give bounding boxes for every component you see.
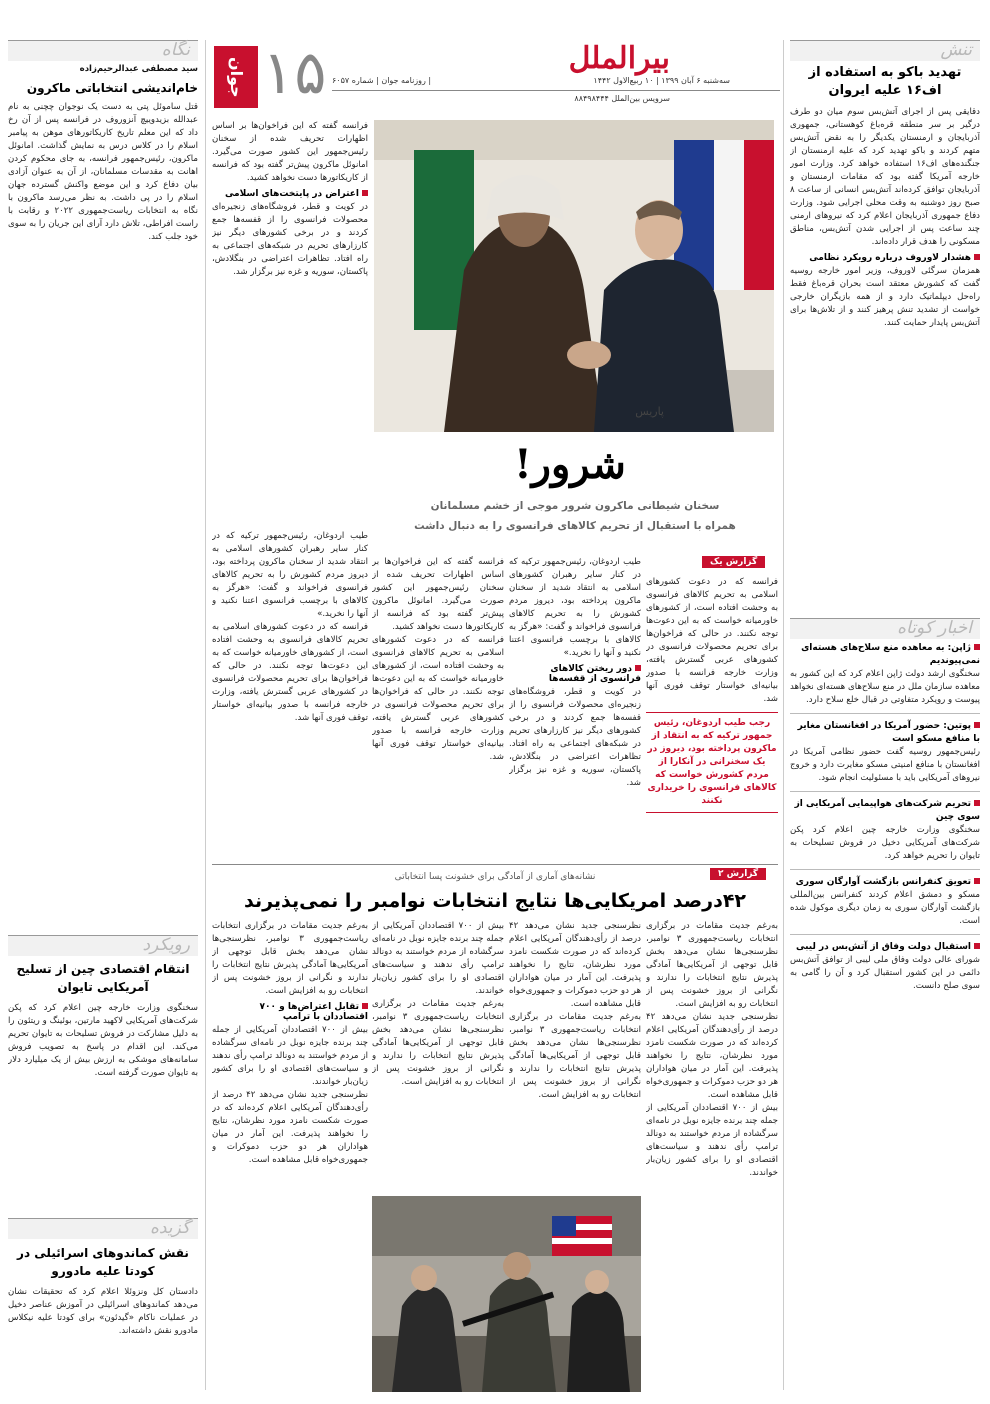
main-photo <box>374 120 774 432</box>
article-body: دقایقی پس از اجرای آتش‌بس سوم میان دو طرف درگیر بر سر منطقه قره‌باغ کوهستانی، جمهوری آذربایجان و ارمنستان یکدیگر را به نقض آتش‌بس متهم کردند و باکو تهدید کرد که علیه ارمنستان از جنگنده‌های اف۱۶ استفاده خواهد کرد. وزارت امور خارجه آمریکا گفته بود که مقامات ارمنستان و آذربایجان توافق کرده‌اند آتش‌بس انسانی از ساعت ۸ صبح روز دوشنبه به وقت محلی اجرایی شود. وزارت دفاع جمهوری آذربایجان اعلام کرد که نیروهای ارمنی چند ساعت پس از اجرایی شدن آتش‌بس، مناطق مسکونی را هدف قرار داده‌اند. <box>790 107 980 247</box>
report-tag: گزارش یک <box>702 556 765 568</box>
section-header-tension <box>790 40 980 61</box>
left-column-article <box>8 62 198 932</box>
page-number: ۱۵ <box>262 38 327 108</box>
story-body: به‌رغم جدیت مقامات در برگزاری انتخابات ریاست‌جمهوری ۳ نوامبر، نظرسنجی‌ها نشان می‌دهد بخش قابل توجهی از آمریکایی‌ها آمادگی پذیرش نتایج انتخابات را ندارند و نگرانی از بروز خشونت پس از انتخابات رو به افزایش است. <box>509 1012 641 1100</box>
masthead <box>200 38 780 110</box>
main-headline: شرور! <box>514 441 626 488</box>
story-body: به‌رغم جدیت مقامات در برگزاری انتخابات ریاست‌جمهوری ۳ نوامبر، نظرسنجی‌ها نشان می‌دهد بخش قابل توجهی از آمریکایی‌ها آمادگی پذیرش نتایج انتخابات را ندارند و نگرانی از بروز خشونت پس از انتخابات رو به افزایش است. <box>212 921 368 996</box>
brief-text: رئیس‌جمهور روسیه گفت حضور نظامی آمریکا در افغانستان با منافع امنیتی مسکو مغایرت دارد و خروج نیروهای آمریکایی باید با مسئولیت انجام شود. <box>790 747 980 783</box>
story-body: فرانسه گفته که این فراخوان‌ها بر اساس اظهارات تحریف شده از سخنان رئیس‌جمهور این کشور صورت می‌گیرد. امانوئل ماکرون پیش‌تر گفته بود که فرانسه از کاریکاتورها دست نخواهد کشید. <box>372 557 504 632</box>
brief-title-text: تعویق کنفرانس بازگشت آوارگان سوری <box>795 877 971 887</box>
story-body: نظرسنجی جدید نشان می‌دهد ۴۲ درصد از رأی‌دهندگان آمریکایی اعلام کرده‌اند که در صورت شکست نامزد مورد نظرشان، نتایج را نخواهند پذیرفت. این آمار در میان هواداران هر دو حزب دموکرات و جمهوری‌خواه قابل مشاهده است. <box>212 1090 368 1165</box>
brief-item <box>790 876 980 935</box>
election-col-4 <box>212 920 368 1390</box>
paper-name: بیرالملل <box>568 41 670 76</box>
left-column-article-3 <box>8 1244 198 1394</box>
brief-title <box>790 876 980 889</box>
brief-title <box>790 941 980 954</box>
article-body-2: همزمان سرگئی لاوروف، وزیر امور خارجه روسیه گفت که کشورش معتقد است بحران قره‌باغ فقط راه‌حل دیپلماتیک دارد و از همه بازیگران خارجی خواست از تشدید تنش پرهیز کنند و از تلاش‌ها برای آتش‌بس پایدار حمایت کنند. <box>790 266 980 328</box>
bullet-icon <box>974 943 980 949</box>
author-name: سید مصطفی عبدالرحیم‌زاده <box>79 64 198 74</box>
article-headline: خام‌اندیشی انتخاباتی ماکرون <box>26 81 198 95</box>
section-label: رویکرد <box>142 935 190 955</box>
main-story-col-4 <box>212 530 368 858</box>
story-body: فرانسه گفته که این فراخوان‌ها بر اساس اظهارات تحریف شده از سخنان رئیس‌جمهور این کشور صورت می‌گیرد. امانوئل ماکرون پیش‌تر گفته بود که فرانسه از کاریکاتورها دست نخواهد کشید. <box>212 121 368 183</box>
pull-quote: رجب طیب اردوغان، رئیس جمهور ترکیه که به انتقاد از ماکرون پرداخته بود، دیروز در یک سخنرانی در آنکارا از مردم کشورش خواست که کالاهای فرانسوی را خریداری نکنند <box>646 712 778 813</box>
story-body: فرانسه که در دعوت کشورهای اسلامی به تحریم کالاهای فرانسوی به وحشت افتاده است، از کشورهای خاورمیانه خواست که به این دعوت‌ها توجه نکنند. در حالی که فراخوان‌ها برای تحریم محصولات فرانسوی در کشورهای عربی گسترش یافته، وزارت خارجه فرانسه با صدور بیانیه‌ای خواستار توقف فوری آنها شد. <box>646 577 778 704</box>
leaders-handshake-image <box>374 120 774 432</box>
brief-item <box>790 941 980 993</box>
bullet-icon <box>362 1003 368 1009</box>
story-body: فرانسه که در دعوت کشورهای اسلامی به تحریم کالاهای فرانسوی به وحشت افتاده است، از کشورهای خاورمیانه خواست که به این دعوت‌ها توجه نکنند. در حالی که فراخوان‌ها برای تحریم محصولات فرانسوی در کشورهای عربی گسترش یافته، وزارت خارجه فرانسه با صدور بیانیه‌ای خواستار توقف فوری آنها شد. <box>372 635 504 762</box>
section-header-approach <box>8 935 198 956</box>
story-body: طیب اردوغان، رئیس‌جمهور ترکیه که در کنار سایر رهبران کشورهای اسلامی به انتقاد شدید از سخنان ماکرون پرداخته بود، دیروز مردم کشورش را به تحریم کالاهای فرانسوی فراخواند و گفت: «هرگز به کالاهای با برچسب فرانسوی اعتنا نکنید و آنها را نخرید.» <box>509 557 641 658</box>
bullet-icon <box>974 644 980 650</box>
brief-item <box>790 798 980 870</box>
brief-item <box>790 642 980 714</box>
brief-item <box>790 720 980 792</box>
armed-protesters-image <box>372 1196 641 1392</box>
bullet-icon <box>974 878 980 884</box>
section-header-briefs <box>790 618 980 639</box>
subhead-text: اعتراض در پایتخت‌های اسلامی <box>224 189 359 199</box>
column-divider <box>205 40 206 1390</box>
section-label: گزیده <box>149 1218 190 1238</box>
photo-caption: پاریس <box>635 405 664 418</box>
brief-title-text: تحریم شرکت‌های هواپیمایی آمریکایی از سوی چین <box>794 799 980 822</box>
story-subhead <box>509 664 641 684</box>
masthead-divider <box>332 90 780 91</box>
section-label: اخبار کوتاه <box>897 618 972 638</box>
javan-logo: جوان <box>214 46 258 108</box>
section-label: نگاه <box>161 40 190 60</box>
main-story-col-1 <box>646 576 778 858</box>
article-headline: نقش کماندوهای اسرائیلی در کودتا علیه مادورو <box>17 1246 189 1278</box>
story-kicker: نشانه‌های آماری از آمادگی برای خشونت پسا انتخاباتی <box>394 872 596 882</box>
article-subhead <box>790 253 980 263</box>
brief-title <box>790 642 980 668</box>
story-headline: ۴۲درصد امریکایی‌ها نتایج انتخابات نوامبر را نمی‌پذیرند <box>243 890 747 912</box>
briefs-list <box>790 642 980 1392</box>
column-divider <box>783 40 784 1390</box>
section-phone: سرویس بین‌الملل ۸۸۴۹۸۴۴۴ <box>574 94 670 103</box>
brief-text: شورای عالی دولت وفاق ملی لیبی از توافق آتش‌بس دائمی در این کشور استقبال کرد و آن را گامی به سوی صلح دانست. <box>790 955 980 991</box>
story-body: بیش از ۷۰۰ اقتصاددان آمریکایی از جمله چند برنده جایزه نوبل در نامه‌ای سرگشاده از مردم خواستند به دونالد ترامپ رأی ندهند و سیاست‌های اقتصادی او را برای کشور زیان‌بار خواندند. <box>372 921 504 996</box>
story-body: بیش از ۷۰۰ اقتصاددان آمریکایی از جمله چند برنده جایزه نوبل در نامه‌ای سرگشاده از مردم خواستند به دونالد ترامپ رأی ندهند و سیاست‌های اقتصادی او را برای کشور زیان‌بار خواندند. <box>646 1103 778 1178</box>
subhead-text: دور ریختن کالاهای فرانسوی از قفسه‌ها <box>548 664 641 684</box>
article-headline: انتقام اقتصادی چین از تسلیح آمریکایی تایوان <box>16 962 190 994</box>
left-column-article-2 <box>8 960 198 1215</box>
story-subhead <box>212 189 368 199</box>
brief-text: سخنگوی ارشد دولت ژاپن اعلام کرد که این کشور به معاهده سازمان ملل در منع سلاح‌های هسته‌ای نخواهد پیوست و رویکرد متفاوتی در قبال خلع سلاح دارد. <box>790 669 980 705</box>
bullet-icon <box>974 800 980 806</box>
election-col-2 <box>509 920 641 1190</box>
section-label: تنش <box>940 40 972 60</box>
brief-title <box>790 798 980 824</box>
date-line: سه‌شنبه ۶ آبان ۱۳۹۹ | ۱۰ ربیع‌الاول ۱۴۴۲ <box>593 76 730 85</box>
story-body: به‌رغم جدیت مقامات در برگزاری انتخابات ریاست‌جمهوری ۳ نوامبر، نظرسنجی‌ها نشان می‌دهد بخش قابل توجهی از آمریکایی‌ها آمادگی پذیرش نتایج انتخابات را ندارند و نگرانی از بروز خشونت پس از انتخابات رو به افزایش است. <box>646 921 778 1009</box>
story-body: در کویت و قطر، فروشگاه‌های زنجیره‌ای محصولات فرانسوی را از قفسه‌ها جمع کردند و در برخی کشورهای دیگر نیز کارزارهای تحریم در شبکه‌های اجتماعی به راه افتاد. تظاهرات اعتراضی در بنگلادش، پاکستان، سوریه و غزه نیز برگزار شد. <box>212 202 368 277</box>
main-subtitle-2: همراه با استقبال از تحریم کالاهای فرانسوی را به دنبال داشت <box>414 520 736 532</box>
section-header-view <box>8 40 198 61</box>
brief-text: مسکو و دمشق اعلام کردند کنفرانس بین‌المللی بازگشت آوارگان سوری به زمان دیگری موکول شده است. <box>790 890 980 926</box>
story-body: نظرسنجی جدید نشان می‌دهد ۴۲ درصد از رأی‌دهندگان آمریکایی اعلام کرده‌اند که در صورت شکست نامزد مورد نظرشان، نتایج را نخواهند پذیرفت. این آمار در میان هواداران هر دو حزب دموکرات و جمهوری‌خواه قابل مشاهده است. <box>646 1012 778 1100</box>
bullet-icon <box>362 190 368 196</box>
story-body: در کویت و قطر، فروشگاه‌های زنجیره‌ای محصولات فرانسوی را از قفسه‌ها جمع کردند و در برخی کشورهای دیگر نیز کارزارهای تحریم در شبکه‌های اجتماعی به راه افتاد. تظاهرات اعتراضی در بنگلادش، پاکستان، سوریه و غزه نیز برگزار شد. <box>509 687 641 788</box>
brief-title <box>790 720 980 746</box>
section-divider <box>212 864 778 865</box>
election-col-1 <box>646 920 778 1390</box>
story-body: نظرسنجی جدید نشان می‌دهد ۴۲ درصد از رأی‌دهندگان آمریکایی اعلام کرده‌اند که در صورت شکست نامزد مورد نظرشان، نتایج را نخواهند پذیرفت. این آمار در میان هواداران هر دو حزب دموکرات و جمهوری‌خواه قابل مشاهده است. <box>509 921 641 1009</box>
story-body: بیش از ۷۰۰ اقتصاددان آمریکایی از جمله چند برنده جایزه نوبل در نامه‌ای سرگشاده از مردم خواستند به دونالد ترامپ رأی ندهند و سیاست‌های اقتصادی او را برای کشور زیان‌بار خواندند. <box>212 1025 368 1087</box>
right-column-article <box>790 62 980 612</box>
story-body: فرانسه که در دعوت کشورهای اسلامی به تحریم کالاهای فرانسوی به وحشت افتاده است، از کشورهای خاورمیانه خواست که به این دعوت‌ها توجه نکنند. در حالی که فراخوان‌ها برای تحریم محصولات فرانسوی در کشورهای عربی گسترش یافته، وزارت خارجه فرانسه با صدور بیانیه‌ای خواستار توقف فوری آنها شد. <box>212 622 368 723</box>
main-story-col-3 <box>372 556 504 858</box>
story-body: طیب اردوغان، رئیس‌جمهور ترکیه که در کنار سایر رهبران کشورهای اسلامی به انتقاد شدید از سخنان ماکرون پرداخته بود، دیروز مردم کشورش را به تحریم کالاهای فرانسوی فراخواند و گفت: «هرگز به کالاهای با برچسب فرانسوی اعتنا نکنید و آنها را نخرید.» <box>212 531 368 619</box>
main-subtitle-1: سخنان شیطانی ماکرون شرور موجی از خشم مسلمانان <box>430 500 720 512</box>
article-headline: تهدید باکو به استفاده از اف۱۶ علیه ایروان <box>808 65 962 98</box>
article-body: دادستان کل ونزوئلا اعلام کرد که تحقیقات نشان می‌دهد کماندوهای اسرائیلی در آموزش عناصر دخیل در عملیات ناکام «گیدئون» برای کودتا علیه نیکلاس مادورو نقش داشته‌اند. <box>8 1287 198 1336</box>
article-body: قتل ساموئل پتی به دست یک نوجوان چچنی به نام عبدالله بزیدوییچ آنزوروف در فرانسه پس از آن رخ داد که این معلم تاریخ کاریکاتورهای موهن به پیامبر اسلام را در کلاس درس به نمایش گذاشت. امانوئل ماکرون، رئیس‌جمهور فرانسه، به جای محکوم کردن اهانت به مقدسات مسلمانان، از آن به عنوان آزادی بیان دفاع کرد و این موضع واکنش گسترده جهان اسلام را در پی داشت. به نظر می‌رسد ماکرون با نگاه به انتخابات ریاست‌جمهوری ۲۰۲۲ و رقابت با راست افراطی، تلاش دارد آرای این جریان را به سوی خود جلب کند. <box>8 102 198 242</box>
subhead-text: تقابل اعتراض‌ها و ۷۰۰ اقتصاددان با ترامپ <box>259 1002 368 1022</box>
brief-title-text: پوتین: حضور آمریکا در افغانستان مغایر با منافع مسکو است <box>797 721 980 744</box>
issue-line: | روزنامه جوان | شماره ۶۰۵۷ <box>332 76 432 85</box>
story-body: به‌رغم جدیت مقامات در برگزاری انتخابات ریاست‌جمهوری ۳ نوامبر، نظرسنجی‌ها نشان می‌دهد بخش قابل توجهی از آمریکایی‌ها آمادگی پذیرش نتایج انتخابات را ندارند و نگرانی از بروز خشونت پس از انتخابات رو به افزایش است. <box>372 999 504 1087</box>
report-tag: گزارش ۲ <box>710 868 766 880</box>
brief-title-text: استقبال دولت وفاق از آتش‌بس در لیبی <box>796 942 971 952</box>
main-story-col-2 <box>509 556 641 858</box>
subhead-text: هشدار لاوروف درباره رویکرد نظامی <box>809 253 971 263</box>
bullet-icon <box>974 722 980 728</box>
bullet-icon <box>974 254 980 260</box>
brief-text: سخنگوی وزارت خارجه چین اعلام کرد پکن شرکت‌های آمریکایی دخیل در فروش تسلیحات به تایوان را تحریم خواهد کرد. <box>790 825 980 861</box>
section-header-selection <box>8 1218 198 1239</box>
election-col-3 <box>372 920 504 1190</box>
article-body: سخنگوی وزارت خارجه چین اعلام کرد که پکن شرکت‌های آمریکایی لاکهید مارتین، بوئینگ و ریتئون را به دلیل مشارکت در فروش تسلیحات به تایوان تحریم می‌کند. این اقدام در پاسخ به تصویب فروش سامانه‌های موشکی به ارزش بیش از یک میلیارد دلار به تایوان صورت گرفته است. <box>8 1003 198 1078</box>
bullet-icon <box>635 665 641 671</box>
main-story-text-left <box>212 120 368 520</box>
protest-photo <box>372 1196 641 1392</box>
story-subhead <box>212 1002 368 1022</box>
brief-title-text: ژاپن: به معاهده منع سلاح‌های هسته‌ای نمی‌پیوندیم <box>801 643 980 666</box>
